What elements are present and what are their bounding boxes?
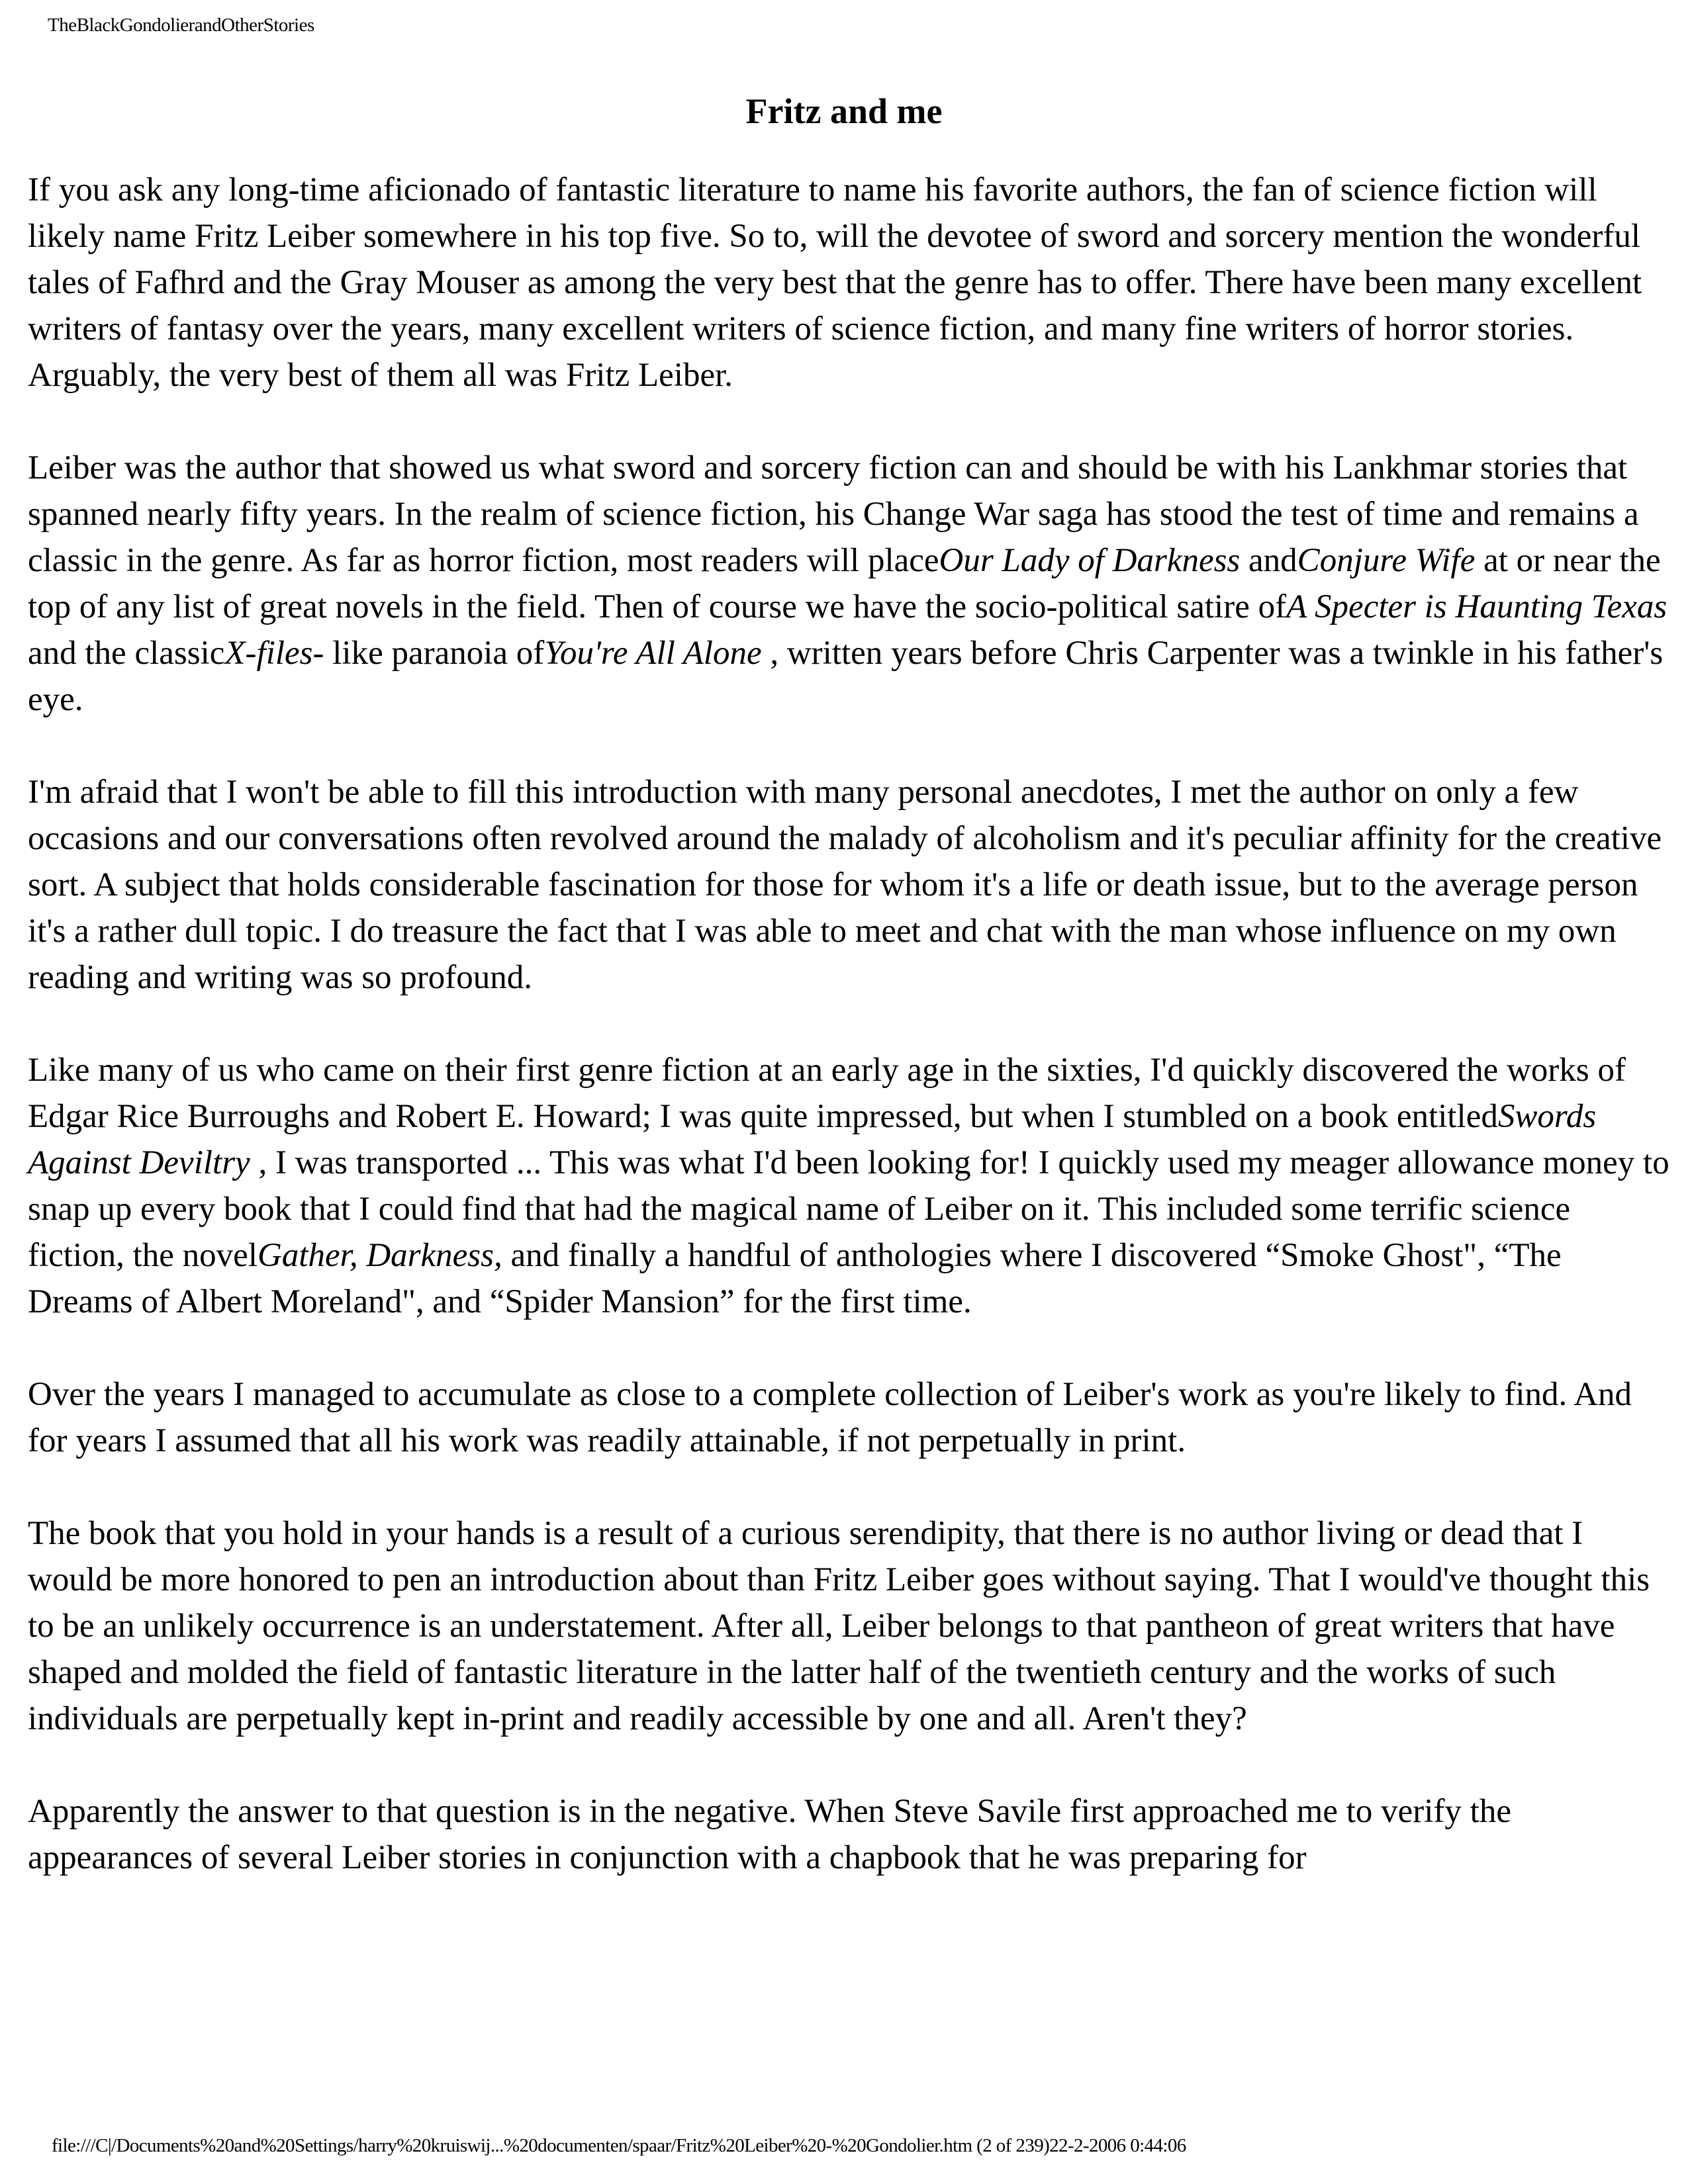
italic-title: Conjure Wife	[1297, 542, 1476, 579]
text-run: like paranoia of	[324, 635, 545, 672]
paragraph	[28, 769, 1669, 1001]
italic-title: Gather, Darkness,	[258, 1237, 502, 1274]
chapter-title: Fritz and me	[745, 91, 943, 132]
italic-title: Swords Against Deviltry	[28, 1098, 1597, 1181]
italic-title: X-files-	[224, 635, 324, 672]
text-run: , I was transported ... This was what I'd been looking for! I quickly used my meager allowance money to snap up every book that I could find that had the magical name of Leiber on it. This included some terrific science fiction, the novel	[28, 1144, 1669, 1274]
paragraph	[28, 1788, 1669, 1881]
text-run: Apparently the answer to that question is in the negative. When Steve Savile first approached me to verify the appearances of several Leiber stories in conjunction with a chapbook that he was preparing for	[28, 1793, 1511, 1876]
chapter-body	[28, 167, 1669, 1927]
text-run: and finally a handful of anthologies where I discovered “Smoke Ghost", “The Dreams of Albert Moreland", and “Spider Mansion” for the first time.	[28, 1237, 1562, 1320]
paragraph	[28, 1510, 1669, 1742]
text-run: and the classic	[28, 635, 225, 672]
paragraph	[28, 167, 1669, 398]
italic-title: Our Lady of Darkness	[939, 542, 1241, 579]
text-run: at or near the top of any list of great novels in the field. Then of course we have the socio-political satire of	[28, 542, 1661, 625]
italic-title: A Specter is Haunting Texas	[1286, 588, 1667, 625]
page-header: TheBlackGondolierandOtherStories	[48, 15, 314, 36]
text-run: I'm afraid that I won't be able to fill this introduction with many personal anecdotes, I met the author on only a few occasions and our conversations often revolved around the malady of alcoholism and it's peculiar affinity for the creative sort. A subject that holds considerable fascination for those for whom it's a life or death issue, but to the average person it's a rather dull topic. I do treasure the fact that I was able to meet and chat with the man whose influence on my own reading and writing was so profound.	[28, 774, 1662, 996]
text-run: , written years before Chris Carpenter was a twinkle in his father's eye.	[28, 635, 1664, 718]
paragraph	[28, 445, 1669, 723]
text-run: Leiber was the author that showed us what sword and sorcery fiction can and should be with his Lankhmar stories that spanned nearly fifty years. In the realm of science fiction, his Change War saga has stood the test of time and remains a classic in the genre. As far as horror fiction, most readers will place	[28, 449, 1639, 579]
text-run: If you ask any long-time aficionado of fantastic literature to name his favorite authors, the fan of science fiction will likely name Fritz Leiber somewhere in his top five. So to, will the devotee of sword and sorcery mention the wonderful tales of Fafhrd and the Gray Mouser as among the very best that the genre has to offer. There have been many excellent writers of fantasy over the years, many excellent writers of science fiction, and many fine writers of horror stories. Arguably, the very best of them all was Fritz Leiber.	[28, 171, 1642, 394]
paragraph	[28, 1371, 1669, 1464]
italic-title: You're All Alone	[544, 635, 762, 672]
text-run: The book that you hold in your hands is a result of a curious serendipity, that there is no author living or dead that I would be more honored to pen an introduction about than Fritz Leiber goes without saying. That I would've thought this to be an unlikely occurrence is an understatement. After all, Leiber belongs to that pantheon of great writers that have shaped and molded the field of fantastic literature in the latter half of the twentieth century and the works of such individuals are perpetually kept in-print and readily accessible by one and all. Aren't they?	[28, 1515, 1650, 1737]
text-run: and	[1240, 542, 1297, 579]
page-footer: file:///C|/Documents%20and%20Settings/harry%20kruiswij...%20documenten/spaar/Fritz%20Leiber%20-%20Gondolier.htm (2 of 239)22-2-2006 0:44:06	[52, 2135, 1186, 2156]
paragraph	[28, 1047, 1669, 1325]
text-run: Like many of us who came on their first genre fiction at an early age in the sixties, I'd quickly discovered the works of Edgar Rice Burroughs and Robert E. Howard; I was quite impressed, but when I stumbled on a book entitled	[28, 1052, 1626, 1135]
text-run: Over the years I managed to accumulate as close to a complete collection of Leiber's work as you're likely to find. And for years I assumed that all his work was readily attainable, if not perpetually in print.	[28, 1376, 1632, 1459]
